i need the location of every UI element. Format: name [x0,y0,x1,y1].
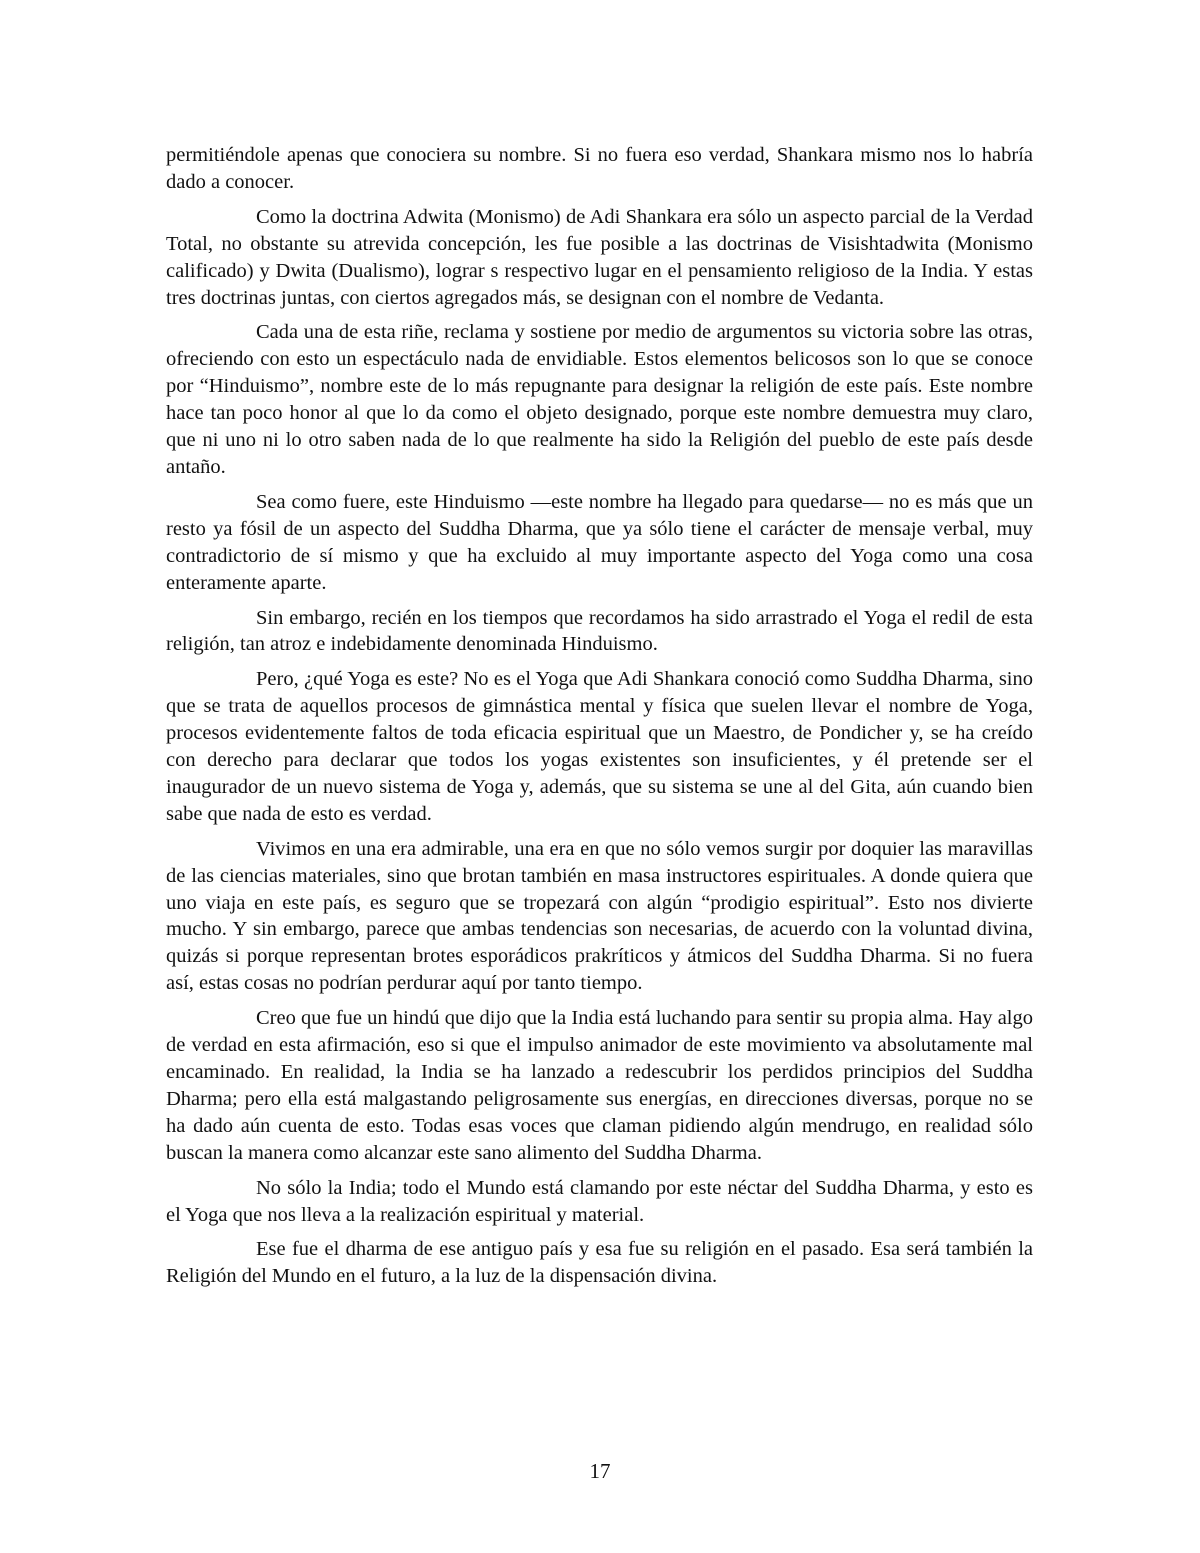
paragraph: Vivimos en una era admirable, una era en que no sólo vemos surgir por doquier las maravillas de las ciencias materiales, sino que brotan también en masa instructores espirituales. A donde quiera que uno viaja en este país, es seguro que se tropezará con algún “prodigio espiritual”. Esto nos divierte mucho. Y sin embargo, parece que ambas tendencias son necesarias, de acuerdo con la voluntad divina, quizás si porque representan brotes esporádicos prakríticos y átmicos del Suddha Dharma. Si no fuera así, estas cosas no podrían perdurar aquí por tanto tiempo. [166,837,1033,995]
paragraph: Ese fue el dharma de ese antiguo país y esa fue su religión en el pasado. Esa será también la Religión del Mundo en el futuro, a la luz de la dispensación divina. [166,1238,1033,1288]
page-number: 17 [589,1459,611,1483]
paragraph: Pero, ¿qué Yoga es este? No es el Yoga que Adi Shankara conoció como Suddha Dharma, sino que se trata de aquellos procesos de gimnástica mental y física que suelen llevar el nombre de Yoga, procesos evidentemente faltos de toda eficacia espiritual que un Maestro, de Pondicher y, se ha creído con derecho para declarar que todos los yogas existentes son insuficientes, y él pretende ser el inaugurador de un nuevo sistema de Yoga y, además, que su sistema se une al del Gita, aún cuando bien sabe que nada de esto es verdad. [166,668,1033,825]
paragraph: Como la doctrina Adwita (Monismo) de Adi Shankara era sólo un aspecto parcial de la Verdad Total, no obstante su atrevida concepción, les fue posible a las doctrinas de Visishtadwita (Monismo calificado) y Dwita (Dualismo), lograr s respectivo lugar en el pensamiento religioso de la India. Y estas tres doctrinas juntas, con ciertos agregados más, se designan con el nombre de Vedanta. [166,205,1033,309]
paragraph: No sólo la India; todo el Mundo está clamando por este néctar del Suddha Dharma, y esto es el Yoga que nos lleva a la realización espiritual y material. [166,1176,1033,1226]
paragraph-continuation: permitiéndole apenas que conociera su nombre. Si no fuera eso verdad, Shankara mismo nos lo habría dado a conocer. [166,144,1033,193]
paragraph: Sin embargo, recién en los tiempos que recordamos ha sido arrastrado el Yoga el redil de esta religión, tan atroz e indebidamente denominada Hinduismo. [166,606,1033,656]
paragraph: Sea como fuere, este Hinduismo —este nombre ha llegado para quedarse— no es más que un resto ya fósil de un aspecto del Suddha Dharma, que ya sólo tiene el carácter de mensaje verbal, muy contradictorio de sí mismo y que ha excluido al muy importante aspecto del Yoga como una cosa enteramente aparte. [166,490,1033,594]
body-text [166,142,1033,1298]
paragraph: Creo que fue un hindú que dijo que la India está luchando para sentir su propia alma. Hay algo de verdad en esta afirmación, eso si que el impulso animador de este movimiento va absolutamente mal encaminado. En realidad, la India se ha lanzado a redescubrir los perdidos principios del Suddha Dharma; pero ella está malgastando peligrosamente sus energías, en direcciones diversas, porque no se ha dado aún cuenta de esto. Todas esas voces que claman pidiendo algún mendrugo, en realidad sólo buscan la manera como alcanzar este sano alimento del Suddha Dharma. [166,1007,1033,1164]
paragraph: Cada una de esta riñe, reclama y sostiene por medio de argumentos su victoria sobre las otras, ofreciendo con esto un espectáculo nada de envidiable. Estos elementos belicosos son lo que se conoce por “Hinduismo”, nombre este de lo más repugnante para designar la religión de este país. Este nombre hace tan poco honor al que lo da como el objeto designado, porque este nombre demuestra muy claro, que ni uno ni lo otro saben nada de lo que realmente ha sido la Religión del pueblo de este país desde antaño. [166,321,1033,478]
